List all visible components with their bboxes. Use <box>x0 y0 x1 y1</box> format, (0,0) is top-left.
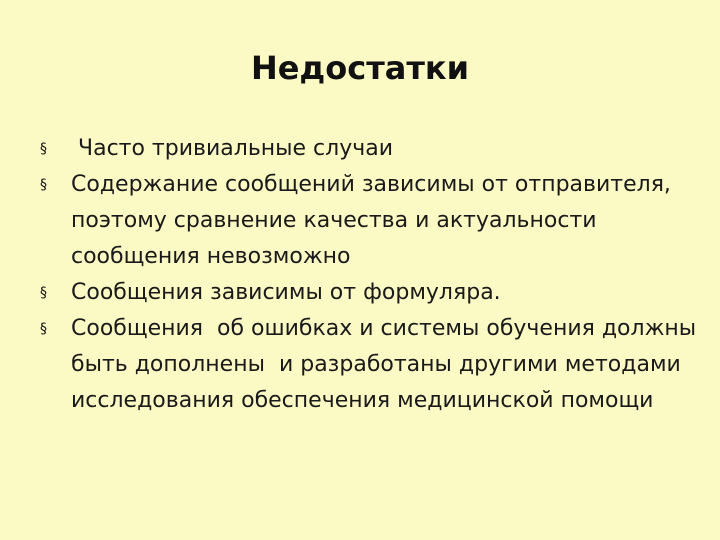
list-item <box>40 131 700 167</box>
list-item <box>40 311 704 419</box>
bullet-text: Содержание сообщений зависимы от отправителя, поэтому сравнение качества и актуальности сообщения невозможно <box>71 172 678 269</box>
bullet-icon: § <box>40 141 47 157</box>
bullet-icon: § <box>40 285 47 301</box>
list-item <box>40 167 700 275</box>
bullet-text: Сообщения зависимы от формуляра. <box>71 280 501 305</box>
slide-title: Недостатки <box>250 49 470 87</box>
bullet-list <box>40 131 704 419</box>
bullet-text: Сообщения об ошибках и системы обучения должны быть дополнены и разработаны другими методами исследования обеспечения медицинской помощи <box>71 316 704 413</box>
bullet-icon: § <box>40 321 47 337</box>
bullet-icon: § <box>40 177 47 193</box>
bullet-text: Часто тривиальные случаи <box>71 136 394 161</box>
list-item <box>40 275 700 311</box>
